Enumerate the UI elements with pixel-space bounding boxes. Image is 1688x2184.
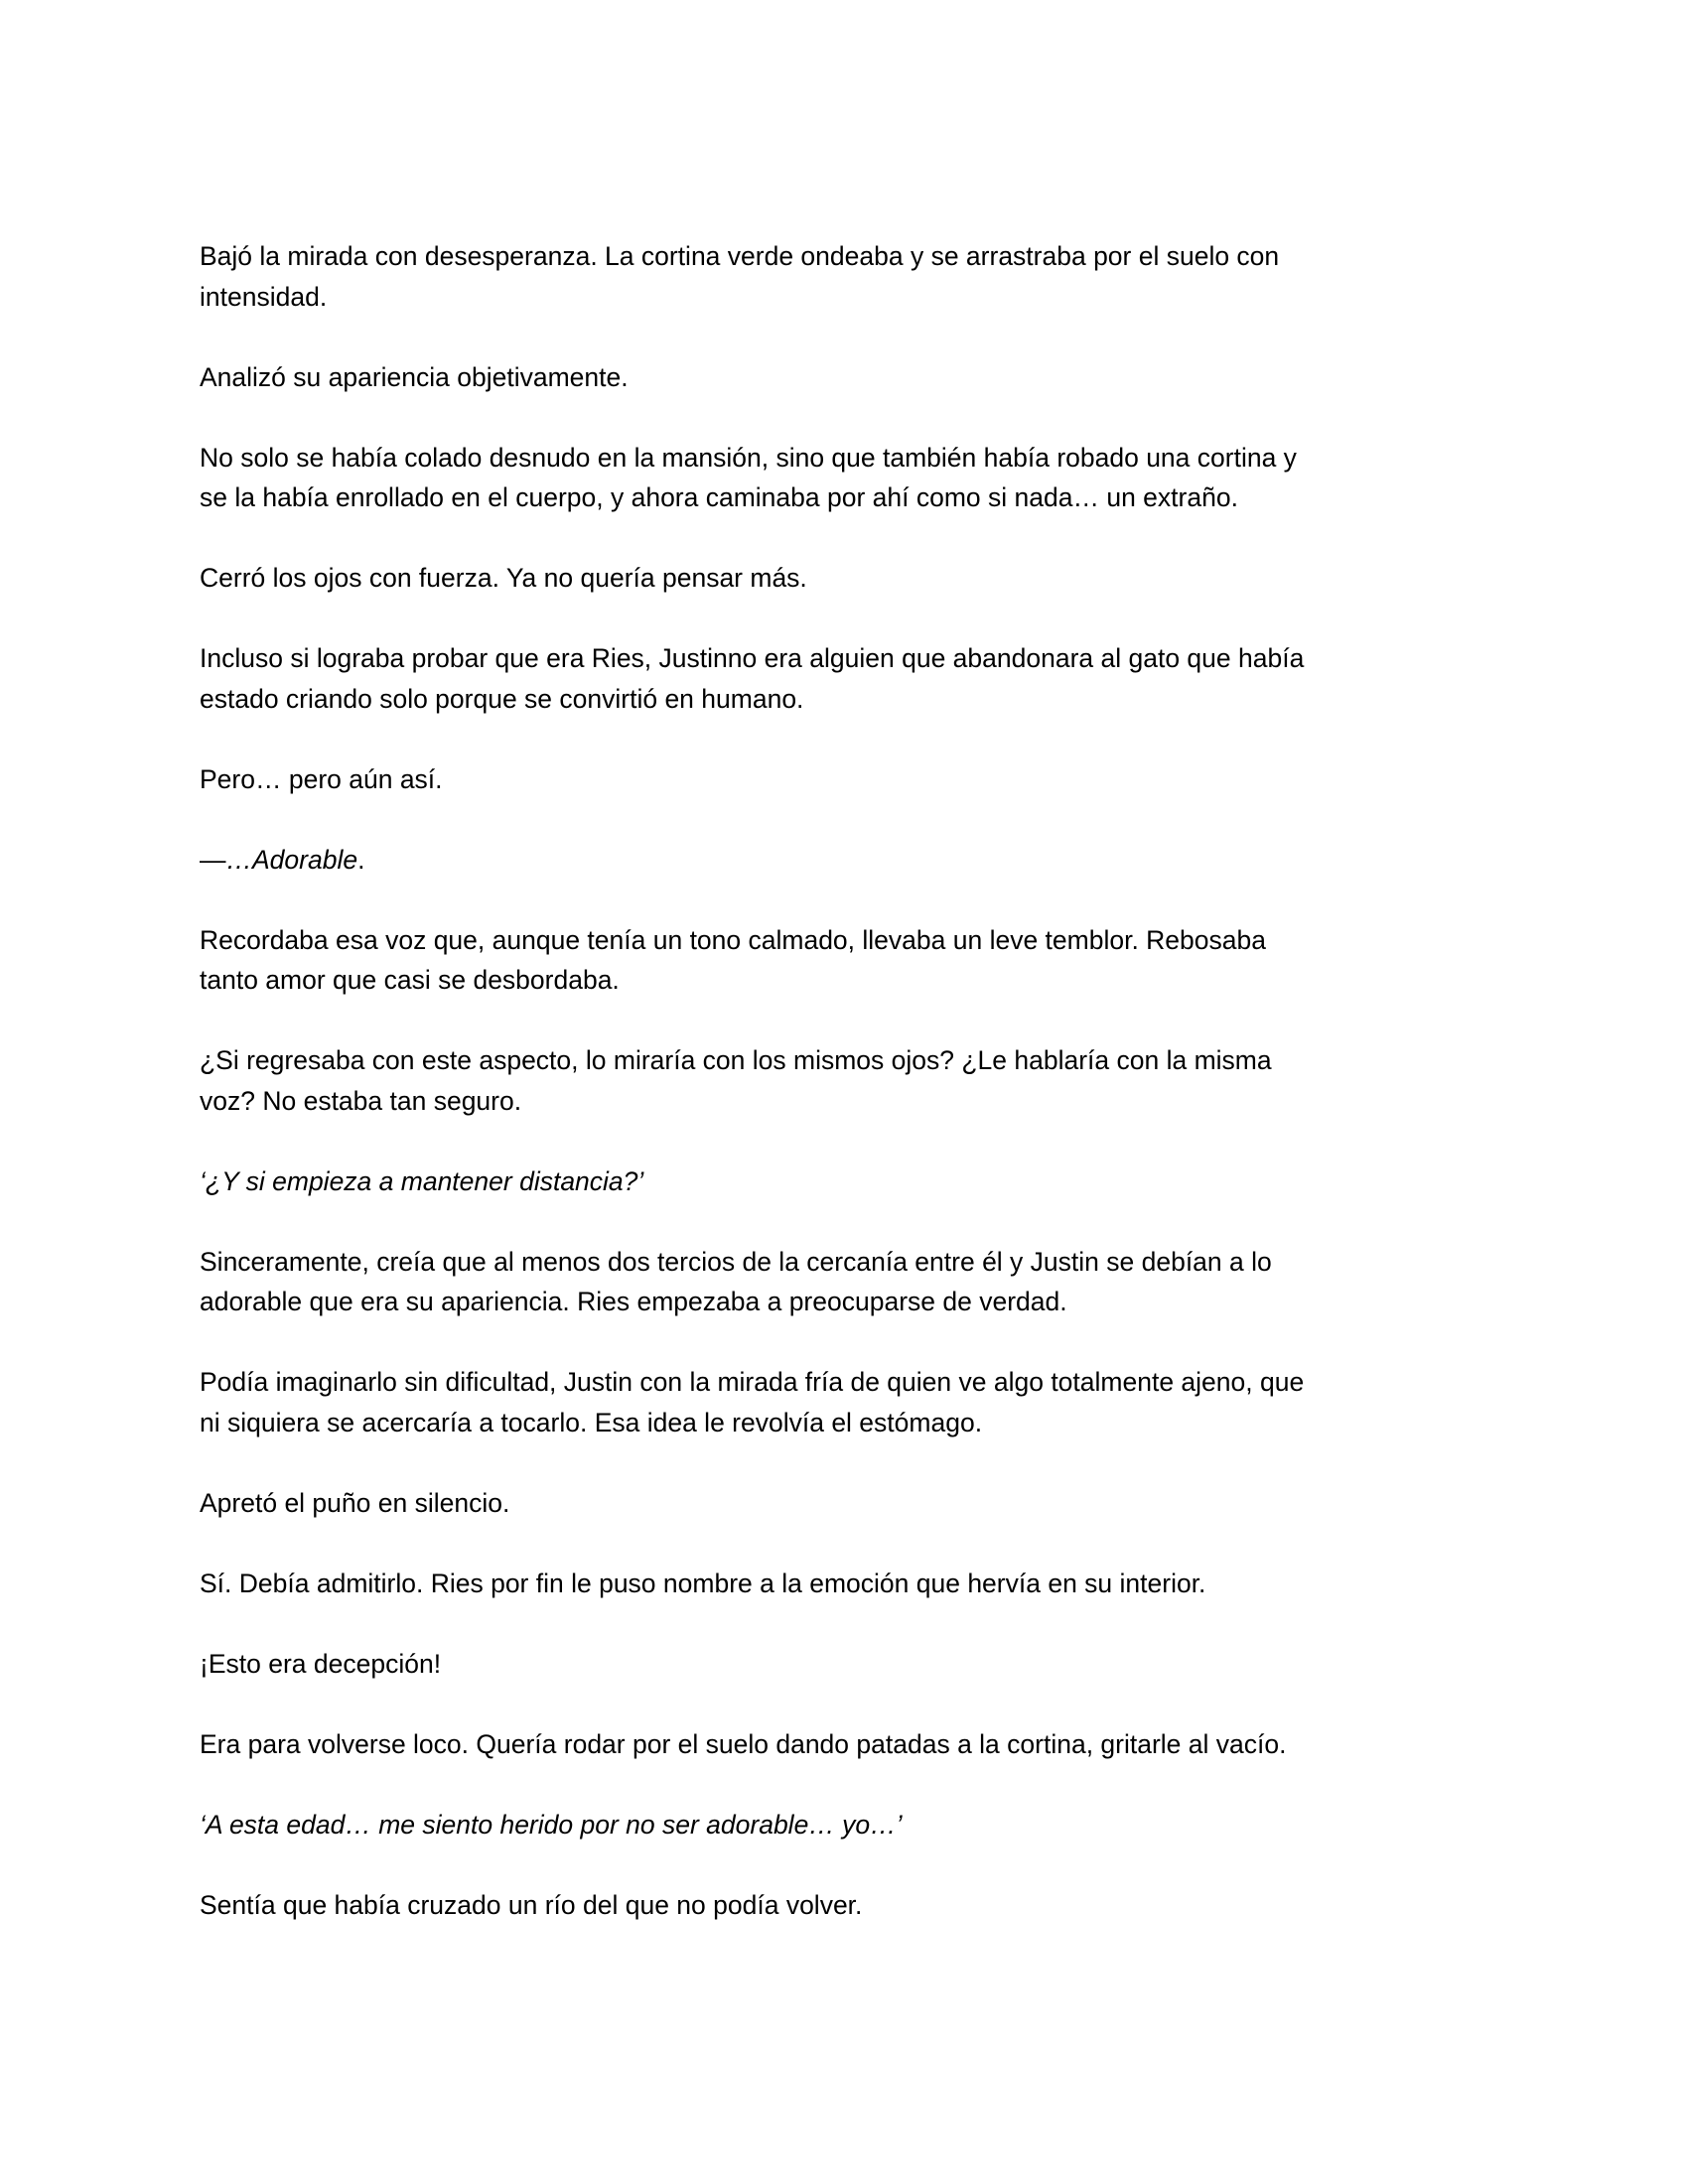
thought-paragraph [200,1805,1510,1845]
text-line: Pero… pero aún así. [200,763,443,794]
text-line: Bajó la mirada con desesperanza. La cortina verde ondeaba y se arrastraba por el suelo con [200,241,1280,271]
paragraph [200,1242,1510,1322]
paragraph [200,920,1510,1001]
paragraph [200,1644,1510,1685]
text-line: Incluso si lograba probar que era Ries, Justinno era alguien que abandonara al gato que había [200,643,1305,673]
text-line: Era para volverse loco. Quería rodar por el suelo dando patadas a la cortina, gritarle al vacío. [200,1728,1287,1759]
text-line: Apretó el puño en silencio. [200,1487,510,1518]
paragraph [200,236,1510,317]
document-page [200,236,1510,1966]
text-line: Cerró los ojos con fuerza. Ya no quería pensar más. [200,563,807,593]
text-line: ni siquiera se acercaría a tocarlo. Esa idea le revolvía el estómago. [200,1407,983,1437]
paragraph [200,1724,1510,1765]
text-line: adorable que era su apariencia. Ries empezaba a preocuparse de verdad. [200,1287,1067,1316]
dialogue-paragraph [200,840,1510,881]
text-line: Sentía que había cruzado un río del que no podía volver. [200,1889,863,1920]
text-line: ‘¿Y si empieza a mantener distancia?’ [200,1165,644,1196]
text-line: No solo se había colado desnudo en la mansión, sino que también había robado una cortina y [200,442,1297,473]
text-line: Sinceramente, creía que al menos dos tercios de la cercanía entre él y Justin se debían a lo [200,1246,1272,1277]
text-line: voz? No estaba tan seguro. [200,1085,522,1116]
text-line: intensidad. [200,281,328,312]
em-dash: — [200,844,226,875]
thought-paragraph [200,1161,1510,1202]
paragraph [200,638,1510,719]
text-line: ¡Esto era decepción! [200,1648,442,1679]
text-line: estado criando solo porque se convirtió en humano. [200,683,804,714]
paragraph [200,1040,1510,1121]
paragraph [200,759,1510,800]
text-line: se la había enrollado en el cuerpo, y ahora caminaba por ahí como si nada… un extraño. [200,482,1238,512]
paragraph [200,558,1510,599]
dialogue-end-punctuation: . [357,844,365,875]
dialogue-line [200,840,1510,881]
text-line: tanto amor que casi se desbordaba. [200,965,620,995]
text-line: ¿Si regresaba con este aspecto, lo miraría con los mismos ojos? ¿Le hablaría con la misma [200,1045,1272,1075]
paragraph [200,1483,1510,1524]
text-line: Sí. Debía admitirlo. Ries por fin le puso nombre a la emoción que hervía en su interior. [200,1568,1206,1598]
italic-dialogue: …Adorable [225,844,358,875]
paragraph [200,1564,1510,1604]
paragraph [200,1362,1510,1442]
text-line: ‘A esta edad… me siento herido por no ser adorable… yo…’ [200,1809,903,1840]
text-line: Podía imaginarlo sin dificultad, Justin con la mirada fría de quien ve algo totalmente ajeno, que [200,1367,1305,1397]
paragraph [200,438,1510,518]
text-line: Recordaba esa voz que, aunque tenía un tono calmado, llevaba un leve temblor. Rebosaba [200,924,1266,955]
paragraph [200,357,1510,398]
paragraph [200,1885,1510,1926]
text-line: Analizó su apariencia objetivamente. [200,361,629,392]
